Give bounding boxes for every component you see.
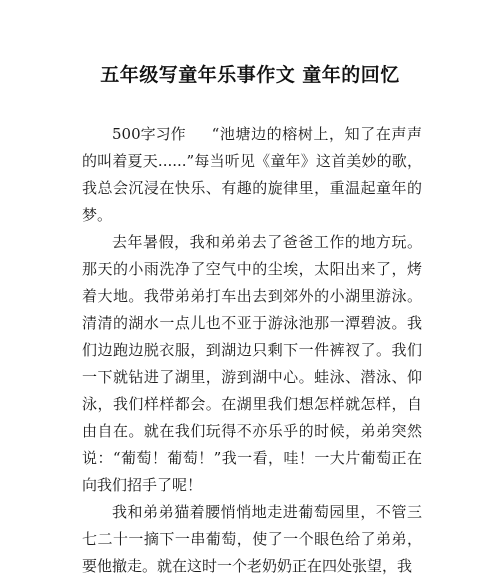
word-count-label: 500字习作	[112, 125, 186, 143]
document-body	[82, 121, 422, 580]
document-title: 五年级写童年乐事作文 童年的回忆	[100, 64, 400, 86]
paragraph-3: 我和弟弟猫着腰悄悄地走进葡萄园里，不管三七二十一摘下一串葡萄，使了一个眼色给了弟弟，要他撤走。就在这时一个老奶奶正在四处张望，我	[82, 503, 422, 575]
paragraph-2: 去年暑假，我和弟弟去了爸爸工作的地方玩。那天的小雨洗净了空气中的尘埃，太阳出来了，烤着大地。我带弟弟打车出去到郊外的小湖里游泳。清清的湖水一点儿也不亚于游泳池那一潭碧波。我们边跑边脱衣服，到湖边只剩下一件裤衩了。我们一下就钻进了湖里，游到湖中心。蛙泳、潜泳、仰泳，我们样样都会。在湖里我们想怎样就怎样，自由自在。就在我们玩得不亦乐乎的时候，弟弟突然说：“葡萄！葡萄！”我一看，哇！一大片葡萄正在向我们招手了呢！	[82, 233, 422, 494]
paragraph-1	[82, 121, 422, 229]
paragraph-1-text: “池塘边的榕树上，知了在声声的叫着夏天......”每当听见《童年》这首美妙的歌，我总会沉浸在快乐、有趣的旋律里，重温起童年的梦。	[82, 125, 422, 224]
